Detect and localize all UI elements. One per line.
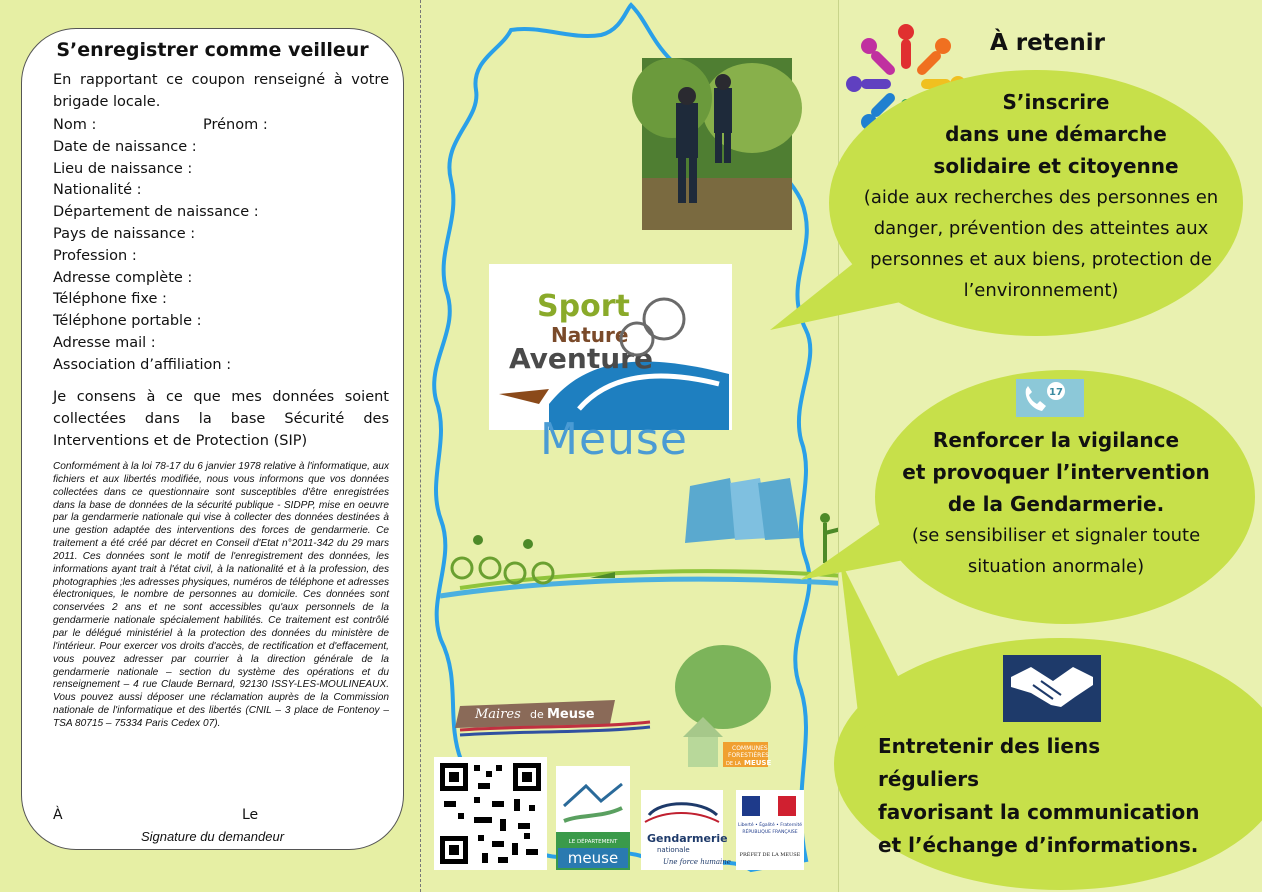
prefet-motto2: RÉPUBLIQUE FRANÇAISE — [742, 830, 798, 835]
departement-meuse-logo — [556, 766, 630, 870]
left-panel — [0, 0, 420, 892]
prefet-motto1: Liberté • Égalité • Fraternité — [737, 823, 803, 828]
field-association[interactable]: Association d’affiliation : — [53, 356, 232, 373]
coupon-intro: En rapportant ce coupon renseigné à votre brigade locale. — [53, 72, 389, 110]
communes-logo-line1: COMMUNES — [732, 745, 768, 752]
gendarmerie-logo — [641, 790, 731, 870]
b3-line2: favorisant la communication — [878, 800, 1200, 824]
field-birth-place[interactable]: Lieu de naissance : — [53, 160, 193, 177]
field-name[interactable] — [53, 115, 268, 137]
gendarmerie-motto: Une force humaine — [663, 858, 731, 866]
field-birth-date[interactable]: Date de naissance : — [53, 138, 197, 155]
field-birth-department[interactable]: Département de naissance : — [53, 204, 259, 221]
place-label[interactable]: À — [53, 807, 63, 823]
field-landline[interactable]: Téléphone fixe : — [53, 291, 167, 308]
phone-17-icon — [1016, 379, 1084, 417]
coupon-title: S’enregistrer comme veilleur — [56, 39, 369, 61]
b3-line3: et l’échange d’informations. — [878, 833, 1199, 857]
b1-line2: dans une démarche — [945, 122, 1167, 146]
b1-detail: (aide aux recherches des personnes en danger, prévention des atteintes aux personnes et aux biens, protection de l’environnement) — [863, 187, 1219, 301]
gendarmerie-name: Gendarmerie — [647, 832, 728, 845]
field-email[interactable]: Adresse mail : — [53, 334, 156, 351]
field-address[interactable]: Adresse complète : — [53, 269, 193, 286]
b1-line1: S’inscrire — [1002, 90, 1110, 114]
prefet-label: PRÉFET DE LA MEUSE — [739, 852, 801, 858]
b2-detail: (se sensibiliser et signaler toute situation anormale) — [911, 525, 1201, 577]
registration-coupon — [21, 28, 404, 850]
bubble-communication — [878, 730, 1208, 862]
b1-line3: solidaire et citoyenne — [933, 154, 1179, 178]
maires-logo-de: de — [530, 708, 544, 721]
field-mobile[interactable]: Téléphone portable : — [53, 313, 202, 330]
qr-code[interactable] — [434, 757, 547, 870]
logo-aventure-text: Aventure — [509, 342, 653, 375]
communes-logo-line2: FORESTIÈRES — [728, 752, 769, 759]
communes-logo-de: DE LA — [726, 761, 741, 767]
consent-text: Je consens à ce que mes données soient collectées dans la base Sécurité des Interventions et de Protection (SIP) — [53, 389, 389, 449]
b2-line2: et provoquer l’intervention — [902, 460, 1210, 484]
handshake-icon — [1003, 655, 1101, 722]
maires-de-meuse-logo — [455, 696, 655, 738]
maires-logo-meuse: Meuse — [547, 707, 595, 722]
logo-sport-text: Sport — [537, 289, 630, 324]
field-firstname-label: Prénom : — [203, 117, 268, 133]
field-name-label: Nom : — [53, 117, 97, 133]
meuse-logo-text: Meuse — [540, 414, 688, 465]
maires-logo-text: Maires — [475, 707, 521, 722]
b3-line1: Entretenir des liens réguliers — [878, 734, 1101, 791]
bubble-solidarity — [843, 86, 1239, 306]
b2-line3: de la Gendarmerie. — [947, 492, 1165, 516]
signature-label: Signature du demandeur — [140, 829, 285, 844]
sport-nature-aventure-logo — [489, 264, 732, 430]
form-fields — [53, 115, 268, 377]
logo-nature-text: Nature — [551, 323, 629, 347]
departement-label: LE DÉPARTEMENT — [568, 839, 618, 845]
gendarmerie-sub: nationale — [657, 846, 690, 854]
bubble-vigilance — [886, 424, 1226, 582]
b2-line1: Renforcer la vigilance — [932, 428, 1180, 452]
field-nationality[interactable]: Nationalité : — [53, 182, 142, 199]
communes-logo-line3: MEUSE — [744, 759, 772, 767]
legal-notice: Conformément à la loi 78-17 du 6 janvier 1978 relative à l'informatique, aux fichiers et aux libertés modifiée, nous vous informons que vos données collectées dans ce questionnaire sont susceptibles d'être enregistrées dans la base de données de la sécurité publique - SIDPP, mise en oeuvre par la gendarmerie nationale qui vise à collecter des données destinées à une gestion adaptée des interventions des forces de gendarmerie. Ce traitement a été créé par décret en Conseil d'Etat n°2011-342 du 29 mars 2011. Ces données sont le motif de l'enregistrement des données, les informations ayant trait à l'état civil, à la nationalité et à la profession, des photographies ;les adresses physiques, numéros de téléphone et adresses électroniques, le nombre de personnes au domicile. Ces données sont conservées 2 ans et ne sont accessibles qu'aux personnels de la gendarmerie nationale spécialement habilités. Ce traitement est contrôlé par le délégué ministériel à la protection des données du ministère de l'intérieur. Pour exercer vos droits d'accès, de rectification et d'effacement, vous pouvez adresser par courrier à la direction générale de la gendarmerie nationale – section du système des opérations et du renseignement – 4 rue Claude Bernard, 92130 ISSY-LES-MOULINEAUX. Vous pouvez aussi déposer une réclamation auprès de la Commission nationale de l'informatique et des libertés (CNIL – 3 place de Fontenoy – TSA 80715 – 75334 Paris Cedex 07). — [53, 461, 389, 729]
date-label[interactable]: Le — [242, 807, 259, 823]
field-birth-country[interactable]: Pays de naissance : — [53, 225, 196, 242]
field-profession[interactable]: Profession : — [53, 247, 137, 264]
icon-17-text: 17 — [1049, 387, 1063, 398]
departement-name: meuse — [567, 849, 619, 867]
section-heading: À retenir — [990, 30, 1105, 56]
